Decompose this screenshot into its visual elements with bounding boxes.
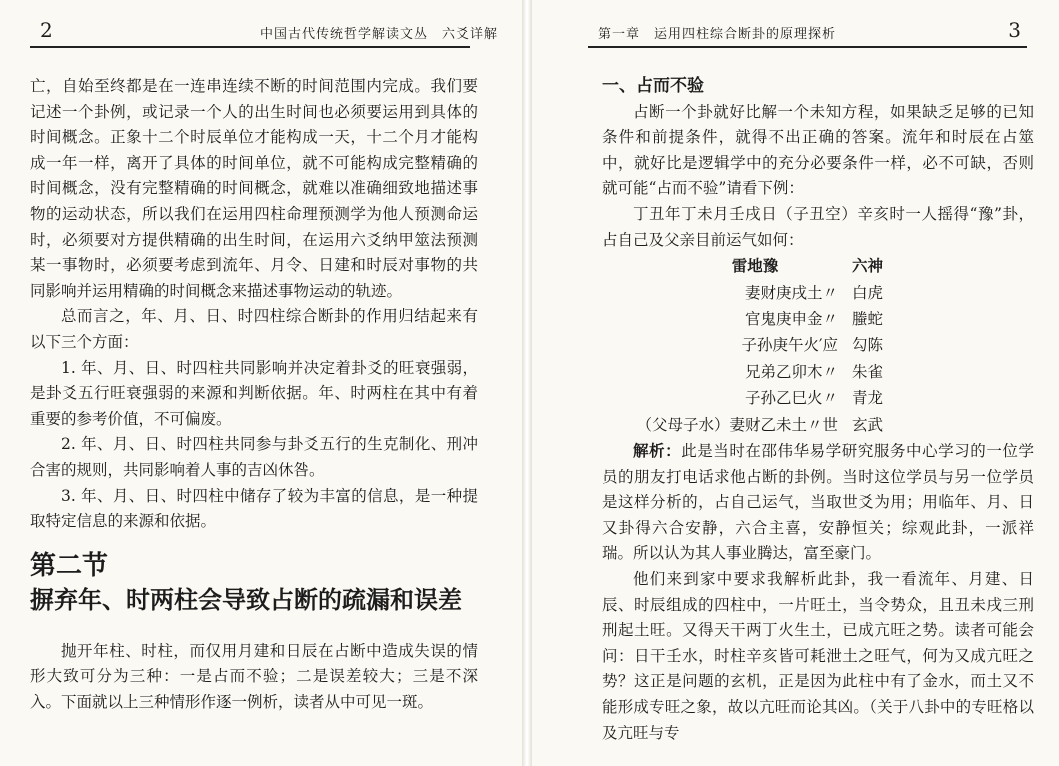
running-header: 第一章 运用四柱综合断卦的原理探析 [598, 27, 837, 42]
hexagram-line [602, 412, 1034, 438]
analysis-label: 解析： [633, 441, 682, 460]
right-page-body [602, 74, 1034, 746]
list-item: 1. 年、月、日、时四柱共同影响并决定着卦爻的旺衰强弱，是卦爻五行旺衰强弱的来源和判断依据。年、时两柱在其中有着重要的参考价值，不可偏废。 [30, 358, 478, 428]
liushen: 朱雀 [852, 362, 884, 381]
list-item: 2. 年、月、日、时四柱共同参与卦爻五行的生克制化、刑冲合害的规则，共同影响着人事的吉凶休咎。 [30, 435, 478, 479]
paragraph: 抛开年柱、时柱，而仅用月建和日辰在占断中造成失误的情形大致可分为三种：一是占而不验；二是误差较大；三是不深入。下面就以上三种情形作逐一例析，读者从中可见一斑。 [30, 641, 478, 711]
running-header: 中国古代传统哲学解读文丛 六爻详解 [260, 27, 499, 42]
analysis-text: 此是当时在邵伟华易学研究服务中心学习的一位学员的朋友打电话求他占断的卦例。当时这位学员与另一位学员是这样分析的，占自己运气，当取世爻为用；用临年、月、日又卦得六合安静，六合主喜，安静恒关；综观此卦，一派祥瑞。所以认为其人事业腾达，富至豪门。 [602, 442, 1034, 563]
hexagram-line [602, 359, 1034, 385]
liushen: 螣蛇 [852, 309, 884, 328]
page-number: 2 [40, 18, 53, 42]
paragraph: 总而言之，年、月、日、时四柱综合断卦的作用归结起来有以下三个方面： [30, 307, 478, 351]
liushen: 玄武 [852, 415, 884, 434]
header-rule [588, 46, 1027, 48]
list-item: 3. 年、月、日、时四柱中储存了较为丰富的信息，是一种提取特定信息的来源和依据。 [30, 486, 478, 531]
paragraph: 丁丑年丁未月壬戌日（子丑空）辛亥时一人摇得“豫”卦，占自己及父亲目前运气如何： [602, 204, 1034, 249]
hexagram-table [602, 253, 1034, 438]
yao-text: （父母子水）妻财乙未土〃世 [636, 415, 838, 434]
hexagram-header-row [602, 253, 1034, 279]
yao-text: 官鬼庚申金〃 [744, 309, 838, 328]
analysis-paragraph [602, 438, 1034, 567]
right-page [532, 0, 1059, 766]
section-subtitle: 摒弃年、时两柱会导致占断的疏漏和误差 [30, 584, 462, 614]
paragraph: 亡，自始至终都是在一连串连续不断的时间范围内完成。我们要记述一个卦例，或记录一个人的出生时间也必须要运用到具体的时间概念。正象十二个时辰单位才能构成一天，十二个月才能构成一年一样，离开了具体的时间单位，就不可能构成完整精确的时间概念，没有完整精确的时间概念，就难以准确细致地描述事物的运动状态，所以我们在运用四柱命理预测学为他人预测命运时，必须要对方提供精确的出生时间，在运用六爻纳甲筮法预测某一事物时，必须要考虑到流年、月令、日建和时辰对事物的共同影响并运用精确的时间概念来描述事物运动的轨迹。 [30, 77, 478, 300]
yao-text: 子孙乙巳火〃 [744, 389, 838, 408]
paragraph: 他们来到家中要求我解析此卦，我一看流年、月建、日辰、时辰组成的四柱中，一片旺土，当令势众，且丑未戌三刑刑起土旺。又得天干两丁火生土，已成亢旺之势。读者可能会问：日干壬水，时柱辛亥皆可耗泄土之旺气，何为又成亢旺之势？这正是问题的玄机，正是因为此柱中有了金水，而土又不能形成专旺之象，故以亢旺而论其凶。（关于八卦中的专旺格以及亢旺与专 [602, 569, 1034, 742]
liushen: 白虎 [852, 283, 884, 302]
yao-text: 妻财庚戌土〃 [744, 283, 838, 302]
yao-text: 子孙庚午火′应 [741, 336, 838, 355]
liushen: 勾陈 [852, 336, 884, 355]
left-page-body [30, 74, 478, 715]
left-page-header [0, 18, 522, 42]
liushen-header: 六神 [852, 256, 884, 276]
hexagram-line [602, 306, 1034, 332]
hexagram-name: 雷地豫 [731, 256, 779, 276]
header-rule [30, 46, 470, 48]
left-page [0, 0, 522, 766]
section-title: 第二节 [30, 550, 109, 581]
hexagram-line [602, 280, 1034, 306]
liushen: 青龙 [852, 389, 884, 408]
hexagram-line [602, 385, 1034, 411]
book-gutter [522, 0, 532, 766]
hexagram-line [602, 332, 1034, 358]
right-page-header [532, 18, 1059, 42]
subsection-heading: 一、占而不验 [602, 76, 704, 96]
paragraph: 占断一个卦就好比解一个未知方程，如果缺乏足够的已知条件和前提条件，就得不出正确的答案。流年和时辰在占筮中，就好比是逻辑学中的充分必要条件一样，必不可缺，否则就可能“占而不验”请看下例： [602, 102, 1034, 198]
yao-text: 兄弟乙卯木〃 [744, 362, 838, 381]
page-number: 3 [1008, 18, 1021, 42]
